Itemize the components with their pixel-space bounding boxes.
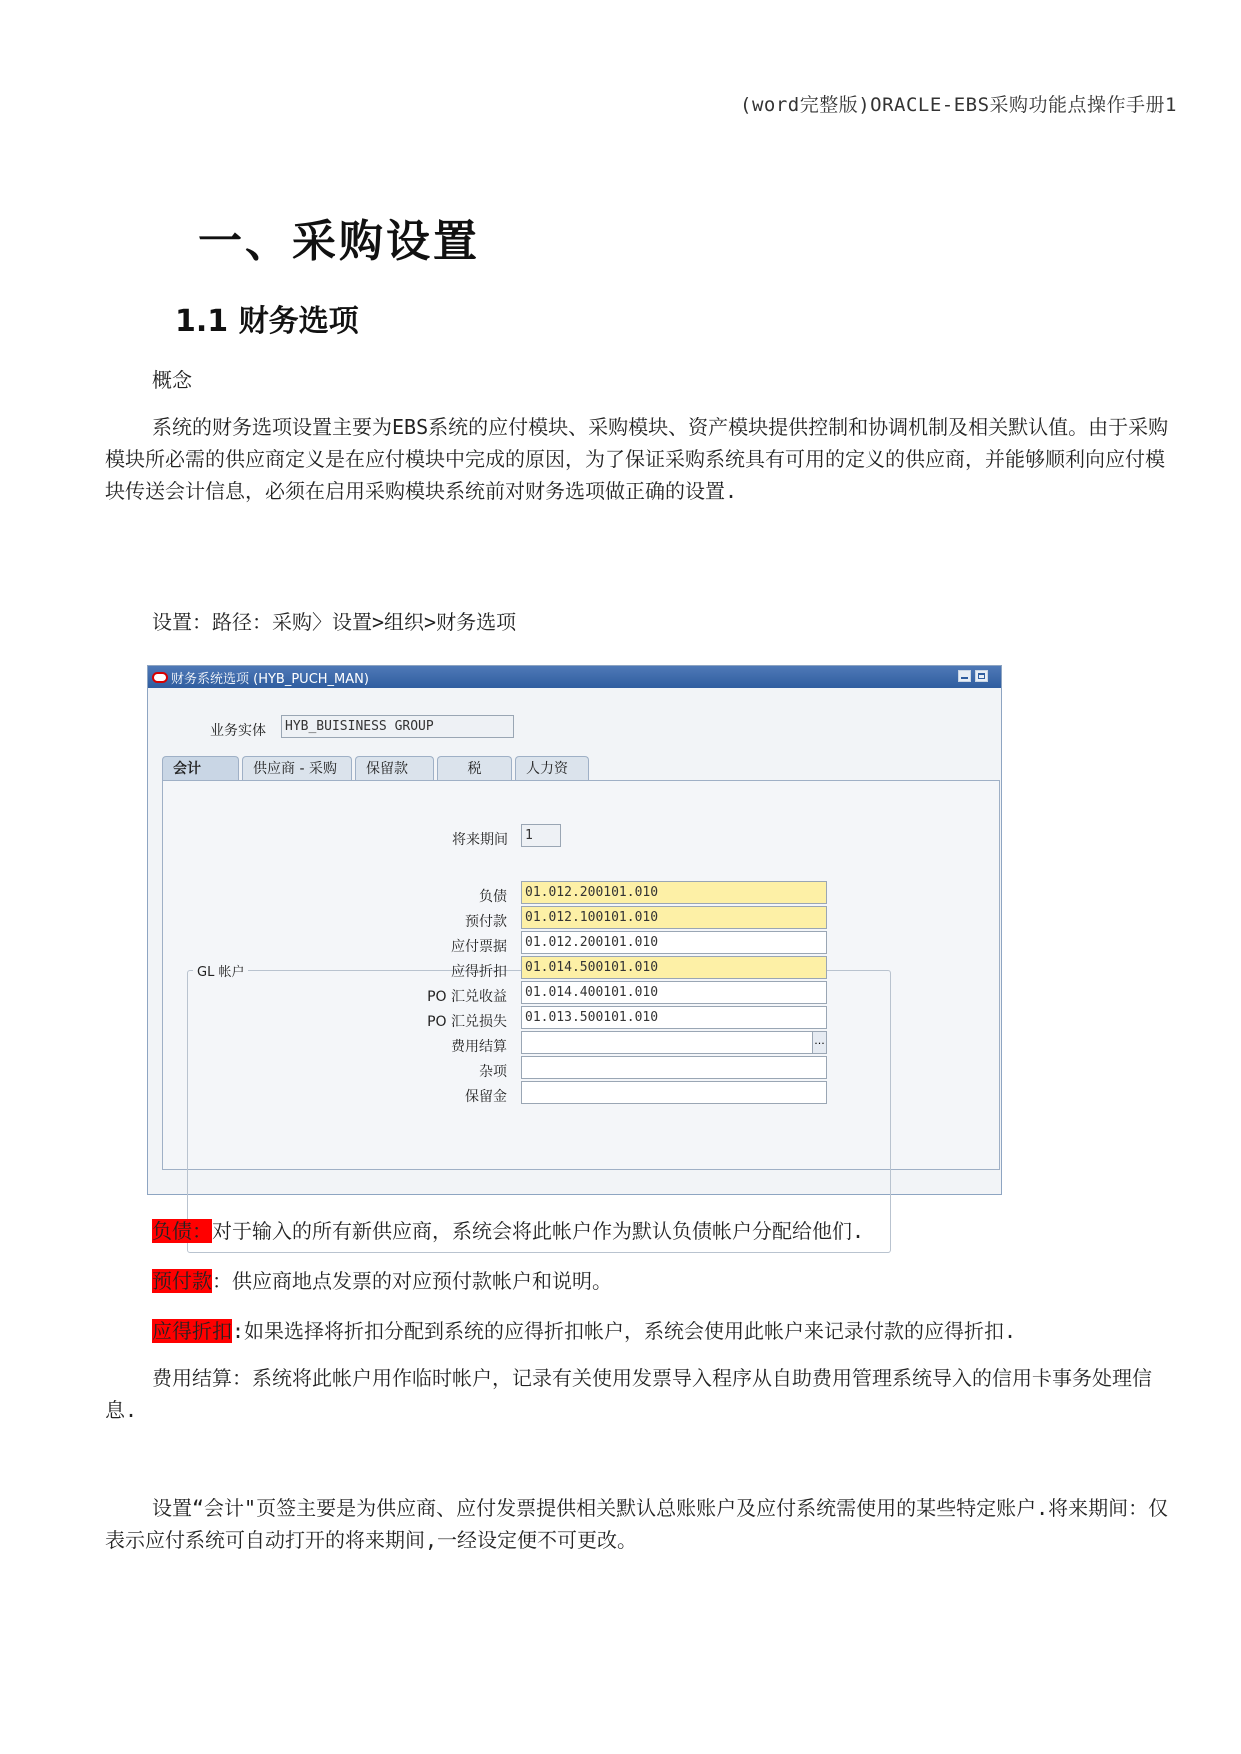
note-expense-clearing: 费用结算：系统将此帐户用作临时帐户，记录有关使用发票导入程序从自助费用管理系统导入的信用卡事务处理信息. — [105, 1366, 1152, 1422]
note-discount-text: :如果选择将折扣分配到系统的应得折扣帐户，系统会使用此帐户来记录付款的应得折扣. — [232, 1319, 1017, 1343]
note-discount — [152, 1315, 1218, 1347]
bills-payable-label: 应付票据 — [451, 939, 507, 955]
financial-options-window — [147, 665, 1002, 1195]
setup-path: 设置：路径：采购〉设置>组织>财务选项 — [152, 610, 517, 634]
window-title: 财务系统选项 (HYB_PUCH_MAN) — [171, 671, 369, 687]
highlight-liability: 负债： — [152, 1219, 212, 1243]
section-title: 1.1 财务选项 — [175, 304, 359, 339]
tab-retainage[interactable]: 保留款 — [355, 756, 434, 781]
business-unit-field[interactable]: HYB_BUISINESS GROUP — [281, 715, 514, 738]
future-periods-label: 将来期间 — [452, 832, 508, 848]
retainage-label: 保留金 — [465, 1089, 507, 1105]
po-rate-loss-label: PO 汇兑损失 — [427, 1014, 507, 1030]
business-unit-label: 业务实体 — [210, 723, 266, 739]
discount-taken-label: 应得折扣 — [451, 964, 507, 980]
discount-taken-field[interactable]: 01.014.500101.010 — [521, 956, 827, 979]
window-titlebar — [148, 666, 1001, 688]
minimize-icon[interactable] — [958, 670, 971, 682]
tab-human-resources[interactable]: 人力资 — [515, 756, 589, 781]
prepayment-field[interactable]: 01.012.100101.010 — [521, 906, 827, 929]
oracle-logo-icon — [152, 672, 168, 683]
bills-payable-field[interactable]: 01.012.200101.010 — [521, 931, 827, 954]
summary-paragraph: 设置“会计"页签主要是为供应商、应付发票提供相关默认总账账户及应付系统需使用的某些特定账户.将来期间：仅表示应付系统可自动打开的将来期间,一经设定便不可更改。 — [105, 1496, 1169, 1552]
tab-supplier-purchasing[interactable]: 供应商 - 采购 — [242, 756, 352, 781]
list-of-values-icon[interactable]: ... — [812, 1031, 827, 1054]
tab-bar — [162, 756, 592, 781]
note-liability-text: 对于输入的所有新供应商，系统会将此帐户作为默认负债帐户分配给他们. — [212, 1219, 865, 1243]
gl-accounts-title: GL 帐户 — [193, 961, 248, 980]
concept-label: 概念 — [152, 368, 192, 392]
chapter-title: 一、采购设置 — [198, 216, 480, 267]
tab-tax[interactable]: 税 — [437, 756, 512, 781]
liability-field[interactable]: 01.012.200101.010 — [521, 881, 827, 904]
po-rate-gain-label: PO 汇兑收益 — [427, 989, 507, 1005]
page-header: (word完整版)ORACLE-EBS采购功能点操作手册1 — [740, 94, 1177, 116]
future-periods-field[interactable]: 1 — [521, 824, 561, 847]
miscellaneous-label: 杂项 — [479, 1064, 507, 1080]
note-prepayment-text: ：供应商地点发票的对应预付款帐户和说明。 — [212, 1269, 612, 1293]
po-rate-loss-field[interactable]: 01.013.500101.010 — [521, 1006, 827, 1029]
note-prepayment — [152, 1265, 1218, 1297]
highlight-discount: 应得折扣 — [152, 1319, 232, 1343]
intro-paragraph: 系统的财务选项设置主要为EBS系统的应付模块、采购模块、资产模块提供控制和协调机制及相关默认值。由于采购模块所必需的供应商定义是在应付模块中完成的原因，为了保证采购系统具有可用的定义的供应商，并能够顺利向应付模块传送会计信息，必须在启用采购模块系统前对财务选项做正确的设置. — [105, 415, 1169, 503]
expense-clearing-label: 费用结算 — [451, 1039, 507, 1055]
maximize-icon[interactable] — [975, 670, 988, 682]
retainage-field[interactable] — [521, 1081, 827, 1104]
accounting-panel — [162, 780, 1000, 1170]
expense-clearing-field[interactable] — [521, 1031, 813, 1054]
miscellaneous-field[interactable] — [521, 1056, 827, 1079]
tab-accounting[interactable]: 会计 — [162, 756, 239, 781]
prepayment-label: 预付款 — [465, 914, 507, 930]
liability-label: 负债 — [479, 889, 507, 905]
po-rate-gain-field[interactable]: 01.014.400101.010 — [521, 981, 827, 1004]
highlight-prepayment: 预付款 — [152, 1269, 212, 1293]
note-liability — [152, 1215, 1218, 1247]
